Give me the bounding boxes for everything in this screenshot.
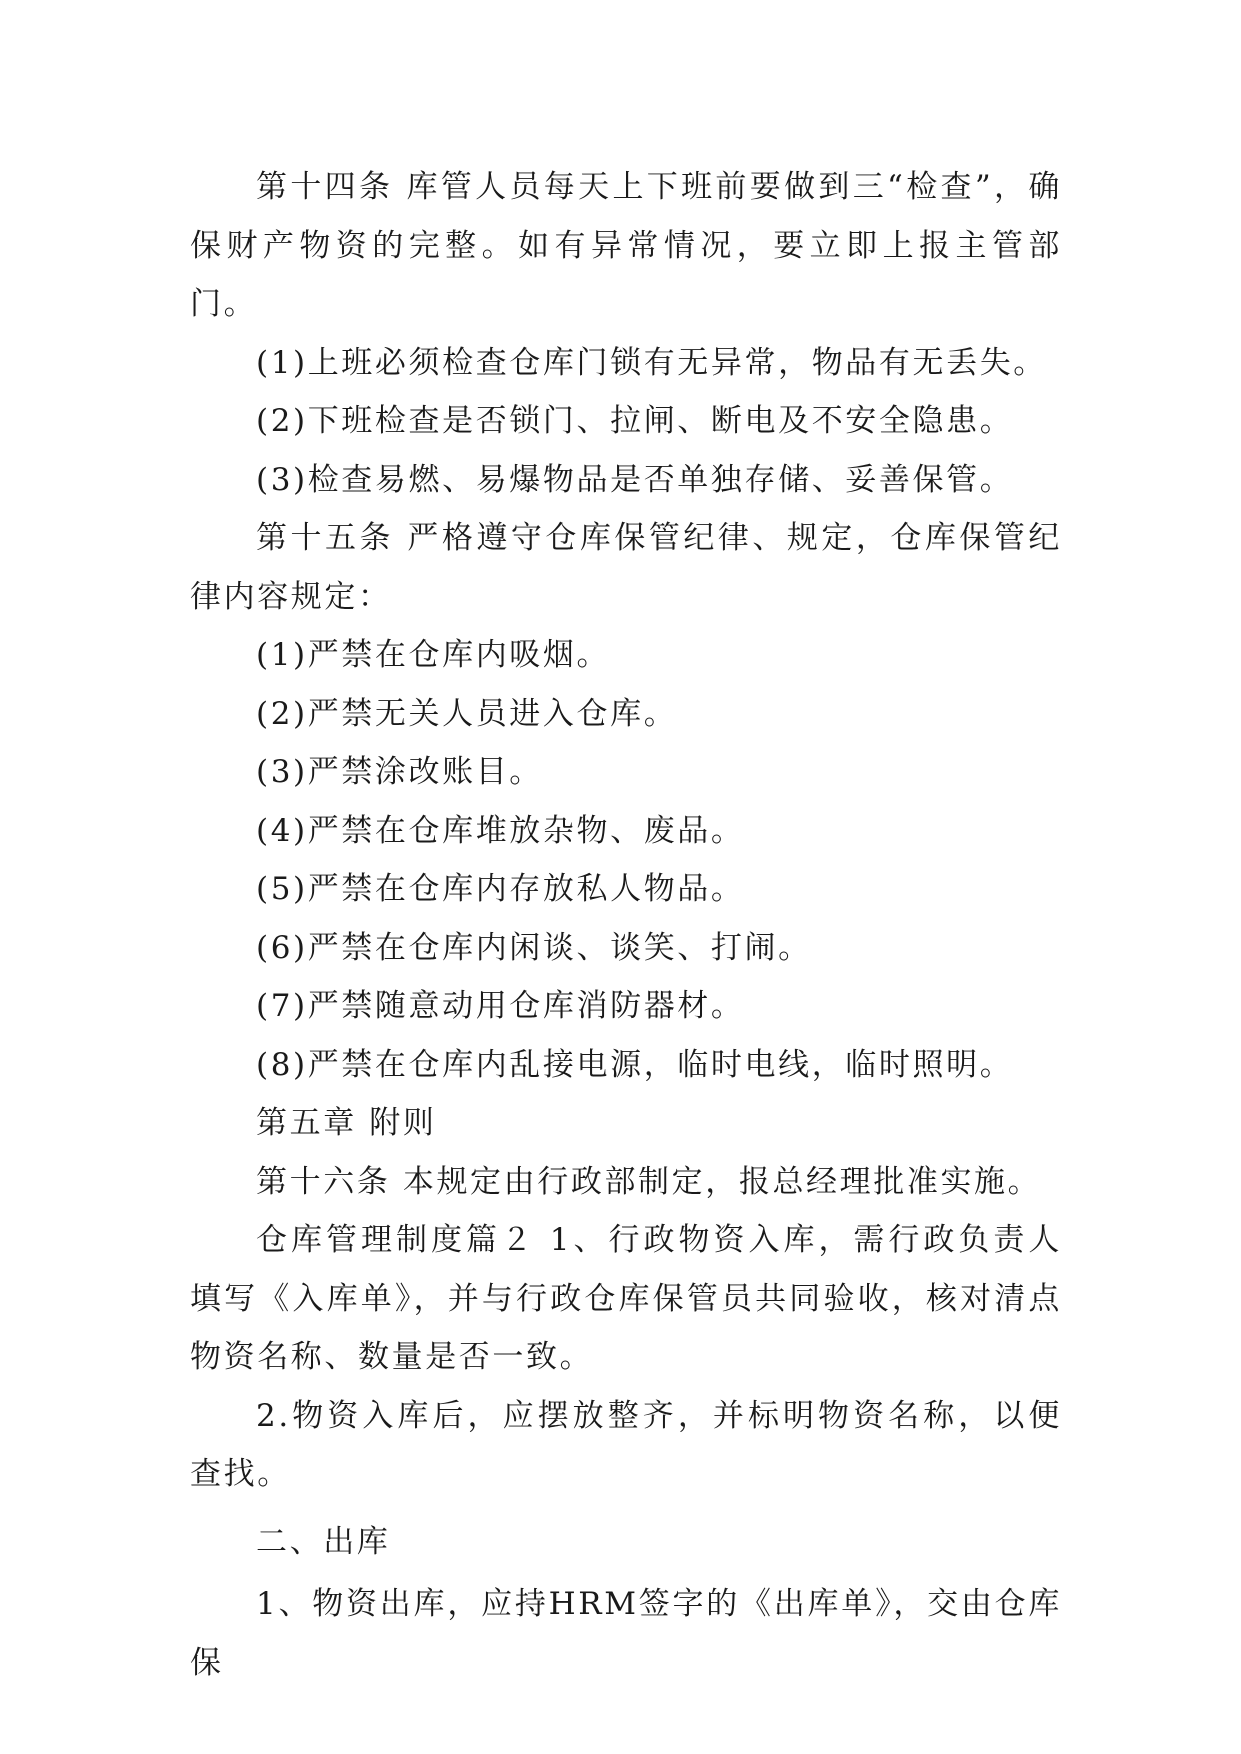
- article-15-item-5: (5)严禁在仓库内存放私人物品。: [256, 871, 745, 907]
- article-14-item-1: (1)上班必须检查仓库门锁有无异常，物品有无丢失。: [256, 344, 1047, 381]
- article-15-item-4: (4)严禁在仓库堆放杂物、废品。: [256, 812, 745, 849]
- part-2-inbound-1: 仓库管理制度篇２ 1、行政物资入库，需行政负责人填写《入库单》，并与行政仓库保管员共同验收，核对清点物资名称、数量是否一致。: [190, 1222, 1062, 1375]
- outbound-heading: 二、出库: [256, 1523, 391, 1560]
- article-16: 第十六条 本规定由行政部制定，报总经理批准实施。: [256, 1163, 1042, 1200]
- article-15-item-6: (6)严禁在仓库内闲谈、谈笑、打闹。: [256, 929, 812, 966]
- part-2-inbound-2: 2.物资入库后，应摆放整齐，并标明物资名称，以便查找。: [190, 1397, 1062, 1492]
- chapter-5-heading: 第五章 附则: [256, 1105, 437, 1141]
- article-15-item-8: (8)严禁在仓库内乱接电源，临时电线，临时照明。: [256, 1046, 1014, 1083]
- document-body: [190, 158, 1062, 1692]
- outbound-item-1: 1、物资出库，应持HRM签字的《出库单》，交由仓库保: [190, 1586, 1062, 1681]
- article-15-item-3: (3)严禁涂改账目。: [256, 754, 543, 790]
- article-14-item-3: (3)检查易燃、易爆物品是否单独存储、妥善保管。: [256, 461, 1014, 498]
- article-14-item-2: (2)下班检查是否锁门、拉闸、断电及不安全隐患。: [256, 403, 1014, 439]
- article-15-item-2: (2)严禁无关人员进入仓库。: [256, 695, 678, 732]
- article-14: 第十四条 库管人员每天上下班前要做到三“检查”，确保财产物资的完整。如有异常情况，要立即上报主管部门。: [190, 169, 1062, 322]
- article-15: 第十五条 严格遵守仓库保管纪律、规定，仓库保管纪律内容规定：: [190, 520, 1062, 615]
- article-15-item-1: (1)严禁在仓库内吸烟。: [256, 637, 611, 673]
- article-15-item-7: (7)严禁随意动用仓库消防器材。: [256, 988, 745, 1024]
